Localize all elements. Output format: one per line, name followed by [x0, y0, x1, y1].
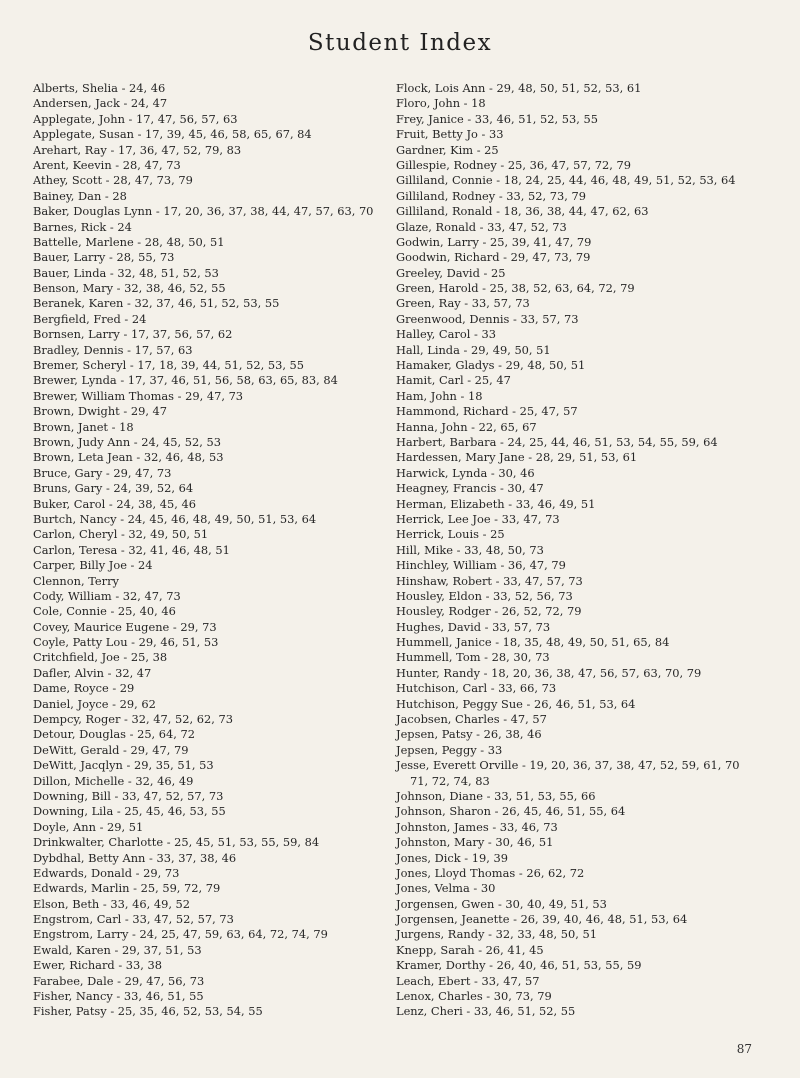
- index-entry: Applegate, John - 17, 47, 56, 57, 63: [33, 111, 238, 126]
- page-title: Student Index: [307, 30, 493, 56]
- index-entry: Herrick, Lee Joe - 33, 47, 73: [396, 511, 560, 526]
- index-entry: Jones, Velma - 30: [396, 881, 496, 896]
- index-entry: Fruit, Betty Jo - 33: [396, 127, 504, 142]
- index-entry: Coyle, Patty Lou - 29, 46, 51, 53: [33, 635, 219, 650]
- index-entry: Critchfield, Joe - 25, 38: [33, 650, 168, 665]
- index-entry: Frey, Janice - 33, 46, 51, 52, 53, 55: [396, 111, 598, 126]
- index-entry: Jepsen, Peggy - 33: [396, 742, 503, 757]
- index-entry: Jepsen, Patsy - 26, 38, 46: [396, 727, 542, 742]
- index-entry: Hummell, Janice - 18, 35, 48, 49, 50, 51, 65, 84: [396, 635, 670, 650]
- index-entry: Farabee, Dale - 29, 47, 56, 73: [33, 973, 205, 988]
- index-entry: Hinshaw, Robert - 33, 47, 57, 73: [396, 573, 583, 588]
- index-entry: Jorgensen, Gwen - 30, 40, 49, 51, 53: [396, 896, 607, 911]
- index-entry: Doyle, Ann - 29, 51: [33, 819, 144, 834]
- index-entry: Dybdhal, Betty Ann - 33, 37, 38, 46: [33, 850, 237, 865]
- index-entry: Herrick, Louis - 25: [396, 527, 505, 542]
- index-entry: Harwick, Lynda - 30, 46: [396, 465, 535, 480]
- index-entry: Jurgens, Randy - 32, 33, 48, 50, 51: [396, 927, 598, 942]
- index-entry: Detour, Douglas - 25, 64, 72: [33, 727, 196, 742]
- page-number: 87: [736, 1042, 752, 1056]
- index-entry: Hamaker, Gladys - 29, 48, 50, 51: [396, 358, 586, 373]
- index-entry: Brewer, William Thomas - 29, 47, 73: [33, 388, 244, 403]
- index-entry: Athey, Scott - 28, 47, 73, 79: [33, 173, 193, 188]
- index-entry: Hughes, David - 33, 57, 73: [396, 619, 551, 634]
- index-entry: Johnston, James - 33, 46, 73: [396, 819, 558, 834]
- index-entry: Housley, Eldon - 33, 52, 56, 73: [396, 588, 573, 603]
- index-entry: Knepp, Sarah - 26, 41, 45: [396, 942, 544, 957]
- index-entry: Hill, Mike - 33, 48, 50, 73: [396, 542, 544, 557]
- index-entry: Hanna, John - 22, 65, 67: [396, 419, 537, 434]
- index-entry: Gilliland, Rodney - 33, 52, 73, 79: [396, 188, 587, 203]
- index-entry: Hutchison, Peggy Sue - 26, 46, 51, 53, 64: [396, 696, 636, 711]
- index-entry: Bruce, Gary - 29, 47, 73: [33, 465, 172, 480]
- index-entry: Bornsen, Larry - 17, 37, 56, 57, 62: [33, 327, 233, 342]
- index-entry: Godwin, Larry - 25, 39, 41, 47, 79: [396, 234, 592, 249]
- index-entry: Hummell, Tom - 28, 30, 73: [396, 650, 550, 665]
- index-entry: Johnson, Diane - 33, 51, 53, 55, 66: [396, 788, 596, 803]
- index-entry: Green, Ray - 33, 57, 73: [396, 296, 530, 311]
- index-entry: Gilliland, Connie - 18, 24, 25, 44, 46, 48, 49, 51, 52, 53, 64: [396, 173, 736, 188]
- index-entry: Bruns, Gary - 24, 39, 52, 64: [33, 481, 194, 496]
- index-entry: Bradley, Dennis - 17, 57, 63: [33, 342, 193, 357]
- index-entry: Hammond, Richard - 25, 47, 57: [396, 404, 578, 419]
- index-entry: Hamit, Carl - 25, 47: [396, 373, 511, 388]
- index-entry: Drinkwalter, Charlotte - 25, 45, 51, 53, 55, 59, 84: [33, 835, 320, 850]
- index-entry: Brown, Janet - 18: [33, 419, 134, 434]
- index-entry: Bauer, Larry - 28, 55, 73: [33, 250, 175, 265]
- index-entry: Ewald, Karen - 29, 37, 51, 53: [33, 942, 202, 957]
- index-entry: Greeley, David - 25: [396, 265, 506, 280]
- index-entry: Bainey, Dan - 28: [33, 188, 127, 203]
- index-entry: Dempcy, Roger - 32, 47, 52, 62, 73: [33, 712, 233, 727]
- index-entry: Housley, Rodger - 26, 52, 72, 79: [396, 604, 582, 619]
- index-entry: Bauer, Linda - 32, 48, 51, 52, 53: [33, 265, 219, 280]
- index-entry: Bergfield, Fred - 24: [33, 311, 147, 326]
- index-entry: Buker, Carol - 24, 38, 45, 46: [33, 496, 197, 511]
- index-entry: Engstrom, Carl - 33, 47, 52, 57, 73: [33, 912, 234, 927]
- index-entry: Alberts, Shelia - 24, 46: [33, 81, 166, 95]
- index-entry: Edwards, Donald - 29, 73: [33, 865, 180, 880]
- index-entry: Clennon, Terry: [33, 573, 119, 588]
- index-entry: Applegate, Susan - 17, 39, 45, 46, 58, 65, 67, 84: [33, 127, 312, 142]
- index-entry: Downing, Bill - 33, 47, 52, 57, 73: [33, 788, 224, 803]
- index-entry: Harbert, Barbara - 24, 25, 44, 46, 51, 53, 54, 55, 59, 64: [396, 434, 718, 449]
- index-entry: Engstrom, Larry - 24, 25, 47, 59, 63, 64, 72, 74, 79: [33, 927, 328, 942]
- index-entry: Johnson, Sharon - 26, 45, 46, 51, 55, 64: [396, 804, 626, 819]
- index-entry: Covey, Maurice Eugene - 29, 73: [33, 619, 217, 634]
- index-entry: Kramer, Dorthy - 26, 40, 46, 51, 53, 55, 59: [396, 958, 642, 973]
- index-entry: Gardner, Kim - 25: [396, 142, 499, 157]
- index-entry: Green, Harold - 25, 38, 52, 63, 64, 72, 79: [396, 281, 635, 296]
- index-entry: Benson, Mary - 32, 38, 46, 52, 55: [33, 281, 226, 296]
- index-entry: Ham, John - 18: [396, 388, 483, 403]
- index-entry: Brown, Leta Jean - 32, 46, 48, 53: [33, 450, 224, 465]
- index-entry: Flock, Lois Ann - 29, 48, 50, 51, 52, 53, 61: [396, 81, 642, 95]
- index-entry: Carlon, Teresa - 32, 41, 46, 48, 51: [33, 542, 230, 557]
- index-entry: Jesse, Everett Orville - 19, 20, 36, 37, 38, 47, 52, 59, 61, 70: [396, 758, 740, 773]
- index-entry: Andersen, Jack - 24, 47: [33, 96, 168, 111]
- index-entry: Jones, Dick - 19, 39: [396, 850, 508, 865]
- index-entry: 71, 72, 74, 83: [410, 773, 490, 788]
- index-entry: Herman, Elizabeth - 33, 46, 49, 51: [396, 496, 596, 511]
- index-entry: Battelle, Marlene - 28, 48, 50, 51: [33, 234, 225, 249]
- index-entry: Hutchison, Carl - 33, 66, 73: [396, 681, 557, 696]
- index-entry: Carlon, Cheryl - 32, 49, 50, 51: [33, 527, 209, 542]
- index-entry: Brewer, Lynda - 17, 37, 46, 51, 56, 58, 63, 65, 83, 84: [33, 373, 338, 388]
- index-entry: Arehart, Ray - 17, 36, 47, 52, 79, 83: [33, 142, 242, 157]
- index-entry: Hunter, Randy - 18, 20, 36, 38, 47, 56, 57, 63, 70, 79: [396, 665, 702, 680]
- index-entry: Dillon, Michelle - 32, 46, 49: [33, 773, 194, 788]
- index-entry: Beranek, Karen - 32, 37, 46, 51, 52, 53, 55: [33, 296, 280, 311]
- index-column-right: [396, 81, 740, 1020]
- index-entry: Lenox, Charles - 30, 73, 79: [396, 989, 552, 1004]
- index-entry: Cody, William - 32, 47, 73: [33, 588, 181, 603]
- index-entry: Johnston, Mary - 30, 46, 51: [396, 835, 554, 850]
- index-entry: Baker, Douglas Lynn - 17, 20, 36, 37, 38, 44, 47, 57, 63, 70: [33, 204, 374, 219]
- index-entry: Heagney, Francis - 30, 47: [396, 481, 544, 496]
- index-entry: Goodwin, Richard - 29, 47, 73, 79: [396, 250, 591, 265]
- index-entry: Brown, Dwight - 29, 47: [33, 404, 168, 419]
- index-entry: Dame, Royce - 29: [33, 681, 135, 696]
- index-entry: Hardessen, Mary Jane - 28, 29, 51, 53, 61: [396, 450, 638, 465]
- index-entry: Jacobsen, Charles - 47, 57: [396, 712, 547, 727]
- index-entry: Barnes, Rick - 24: [33, 219, 132, 234]
- index-entry: Dafler, Alvin - 32, 47: [33, 665, 152, 680]
- index-entry: Floro, John - 18: [396, 96, 486, 111]
- index-entry: Edwards, Marlin - 25, 59, 72, 79: [33, 881, 221, 896]
- index-entry: Halley, Carol - 33: [396, 327, 496, 342]
- index-entry: Ewer, Richard - 33, 38: [33, 958, 163, 973]
- index-entry: Jorgensen, Jeanette - 26, 39, 40, 46, 48, 51, 53, 64: [396, 912, 688, 927]
- index-entry: Daniel, Joyce - 29, 62: [33, 696, 156, 711]
- index-entry: Leach, Ebert - 33, 47, 57: [396, 973, 540, 988]
- index-entry: DeWitt, Gerald - 29, 47, 79: [33, 742, 189, 757]
- index-entry: Elson, Beth - 33, 46, 49, 52: [33, 896, 191, 911]
- index-entry: Cole, Connie - 25, 40, 46: [33, 604, 176, 619]
- index-entry: Hinchley, William - 36, 47, 79: [396, 558, 566, 573]
- index-entry: Lenz, Cheri - 33, 46, 51, 52, 55: [396, 1004, 576, 1019]
- index-entry: Greenwood, Dennis - 33, 57, 73: [396, 311, 579, 326]
- index-entry: Jones, Lloyd Thomas - 26, 62, 72: [396, 865, 585, 880]
- index-entry: Fisher, Nancy - 33, 46, 51, 55: [33, 989, 204, 1004]
- index-entry: Gillespie, Rodney - 25, 36, 47, 57, 72, 79: [396, 157, 632, 172]
- index-column-left: [33, 81, 373, 1020]
- index-entry: Burtch, Nancy - 24, 45, 46, 48, 49, 50, 51, 53, 64: [33, 511, 317, 526]
- index-entry: DeWitt, Jacqlyn - 29, 35, 51, 53: [33, 758, 214, 773]
- index-entry: Arent, Keevin - 28, 47, 73: [33, 157, 181, 172]
- index-entry: Carper, Billy Joe - 24: [33, 558, 153, 573]
- index-entry: Gilliland, Ronald - 18, 36, 38, 44, 47, 62, 63: [396, 204, 649, 219]
- index-entry: Brown, Judy Ann - 24, 45, 52, 53: [33, 434, 221, 449]
- index-entry: Fisher, Patsy - 25, 35, 46, 52, 53, 54, 55: [33, 1004, 263, 1019]
- index-entry: Downing, Lila - 25, 45, 46, 53, 55: [33, 804, 226, 819]
- index-entry: Glaze, Ronald - 33, 47, 52, 73: [396, 219, 567, 234]
- index-entry: Hall, Linda - 29, 49, 50, 51: [396, 342, 551, 357]
- index-entry: Bremer, Scheryl - 17, 18, 39, 44, 51, 52, 53, 55: [33, 358, 305, 373]
